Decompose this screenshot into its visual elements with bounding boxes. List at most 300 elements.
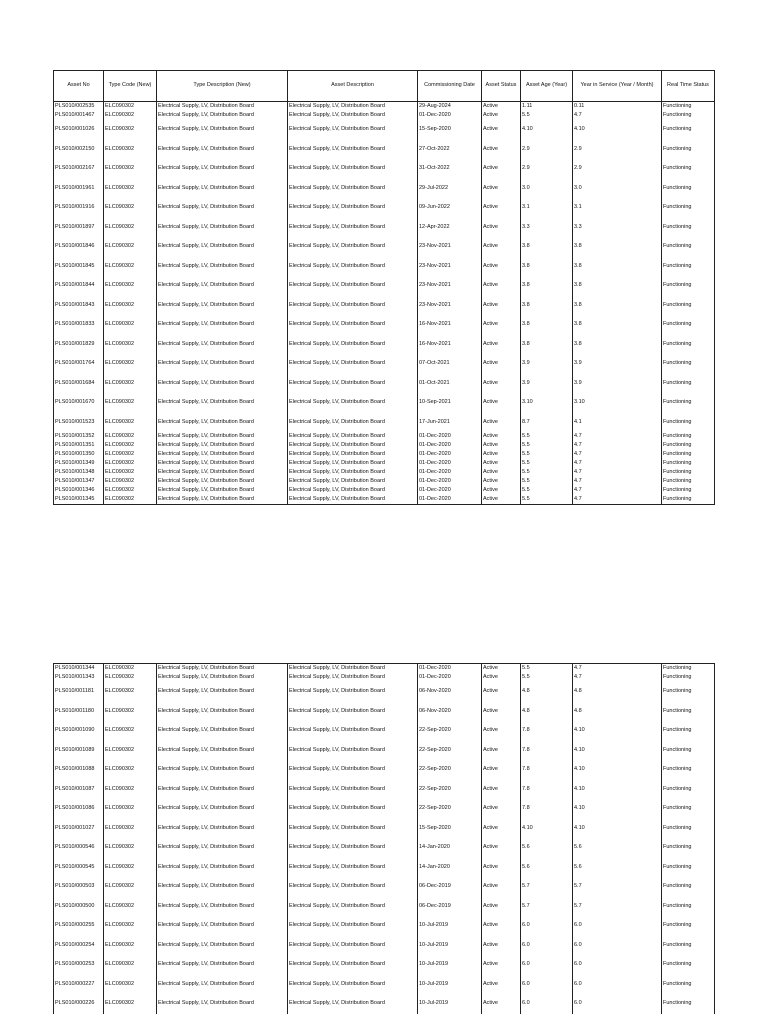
- cell-asset-description: Electrical Supply, LV, Distribution Board: [288, 237, 418, 257]
- cell-type-code: ELC090302: [104, 102, 157, 112]
- cell-real-time-status: Functioning: [662, 682, 715, 702]
- cell-asset-age: 5.5: [521, 450, 573, 459]
- cell-real-time-status: Functioning: [662, 450, 715, 459]
- cell-type-code: ELC090302: [104, 335, 157, 355]
- table-row: [54, 799, 715, 819]
- cell-asset-description: Electrical Supply, LV, Distribution Board: [288, 477, 418, 486]
- cell-asset-age: 3.8: [521, 315, 573, 335]
- cell-asset-age: 6.0: [521, 936, 573, 956]
- table-row: [54, 477, 715, 486]
- cell-type-description: Electrical Supply, LV, Distribution Board: [157, 179, 288, 199]
- cell-type-description: Electrical Supply, LV, Distribution Board: [157, 198, 288, 218]
- cell-asset-no: PLS010/000545: [54, 858, 104, 878]
- cell-asset-status: Active: [482, 955, 521, 975]
- cell-type-description: Electrical Supply, LV, Distribution Board: [157, 296, 288, 316]
- cell-asset-status: Active: [482, 354, 521, 374]
- cell-type-description: Electrical Supply, LV, Distribution Board: [157, 468, 288, 477]
- cell-type-description: Electrical Supply, LV, Distribution Board: [157, 276, 288, 296]
- cell-year-in-service: 3.3: [573, 218, 662, 238]
- cell-asset-age: 3.1: [521, 198, 573, 218]
- cell-asset-status: Active: [482, 237, 521, 257]
- cell-asset-no: PLS010/001764: [54, 354, 104, 374]
- cell-type-description: Electrical Supply, LV, Distribution Board: [157, 916, 288, 936]
- cell-type-description: Electrical Supply, LV, Distribution Board: [157, 459, 288, 468]
- cell-asset-description: Electrical Supply, LV, Distribution Board: [288, 495, 418, 505]
- cell-type-description: Electrical Supply, LV, Distribution Board: [157, 159, 288, 179]
- table-row: [54, 760, 715, 780]
- cell-asset-no: PLS010/001345: [54, 495, 104, 505]
- cell-asset-status: Active: [482, 111, 521, 120]
- table-row: [54, 102, 715, 112]
- cell-year-in-service: 4.10: [573, 741, 662, 761]
- cell-asset-description: Electrical Supply, LV, Distribution Board: [288, 741, 418, 761]
- cell-asset-age: 5.5: [521, 664, 573, 674]
- cell-asset-age: 6.0: [521, 975, 573, 995]
- cell-asset-description: Electrical Supply, LV, Distribution Board: [288, 335, 418, 355]
- cell-commissioning-date: 01-Dec-2020: [418, 673, 482, 682]
- cell-real-time-status: Functioning: [662, 179, 715, 199]
- cell-type-description: Electrical Supply, LV, Distribution Board: [157, 432, 288, 441]
- cell-asset-age: 4.10: [521, 819, 573, 839]
- column-header-type-code: Type Code (New): [104, 71, 157, 102]
- cell-year-in-service: 5.6: [573, 838, 662, 858]
- cell-asset-status: Active: [482, 486, 521, 495]
- cell-year-in-service: 3.8: [573, 315, 662, 335]
- cell-commissioning-date: 23-Nov-2021: [418, 276, 482, 296]
- cell-type-code: ELC090302: [104, 257, 157, 277]
- cell-asset-no: PLS010/001346: [54, 486, 104, 495]
- cell-asset-age: 7.8: [521, 760, 573, 780]
- cell-asset-no: PLS010/001027: [54, 819, 104, 839]
- cell-type-code: ELC090302: [104, 877, 157, 897]
- cell-asset-age: 5.6: [521, 838, 573, 858]
- cell-type-description: Electrical Supply, LV, Distribution Board: [157, 218, 288, 238]
- cell-year-in-service: 4.7: [573, 468, 662, 477]
- cell-asset-age: 4.10: [521, 120, 573, 140]
- cell-asset-age: 5.5: [521, 673, 573, 682]
- cell-asset-status: Active: [482, 198, 521, 218]
- cell-commissioning-date: 01-Dec-2020: [418, 450, 482, 459]
- cell-asset-description: Electrical Supply, LV, Distribution Board: [288, 111, 418, 120]
- cell-commissioning-date: 31-Oct-2022: [418, 159, 482, 179]
- cell-real-time-status: Functioning: [662, 374, 715, 394]
- table-row: [54, 140, 715, 160]
- cell-type-code: ELC090302: [104, 936, 157, 956]
- cell-commissioning-date: 14-Jan-2020: [418, 838, 482, 858]
- cell-asset-status: Active: [482, 477, 521, 486]
- cell-type-description: Electrical Supply, LV, Distribution Board: [157, 354, 288, 374]
- cell-real-time-status: Functioning: [662, 819, 715, 839]
- table-row: [54, 858, 715, 878]
- table-row: [54, 975, 715, 995]
- cell-asset-status: Active: [482, 780, 521, 800]
- cell-asset-description: Electrical Supply, LV, Distribution Board: [288, 218, 418, 238]
- cell-type-code: ELC090302: [104, 721, 157, 741]
- cell-asset-no: PLS010/000546: [54, 838, 104, 858]
- table-row: [54, 741, 715, 761]
- cell-asset-no: PLS010/000253: [54, 955, 104, 975]
- cell-asset-status: Active: [482, 335, 521, 355]
- cell-asset-age: 3.8: [521, 335, 573, 355]
- cell-asset-status: Active: [482, 218, 521, 238]
- asset-table-body-page-1: [54, 102, 715, 505]
- table-row: [54, 664, 715, 674]
- table-row: [54, 702, 715, 722]
- cell-type-code: ELC090302: [104, 838, 157, 858]
- cell-commissioning-date: 01-Dec-2020: [418, 477, 482, 486]
- cell-commissioning-date: 29-Aug-2024: [418, 102, 482, 112]
- cell-real-time-status: Functioning: [662, 486, 715, 495]
- cell-asset-no: PLS010/000254: [54, 936, 104, 956]
- table-row: [54, 877, 715, 897]
- cell-type-code: ELC090302: [104, 276, 157, 296]
- cell-year-in-service: 4.1: [573, 413, 662, 433]
- cell-asset-description: Electrical Supply, LV, Distribution Board: [288, 760, 418, 780]
- cell-year-in-service: 4.10: [573, 760, 662, 780]
- cell-year-in-service: 3.10: [573, 393, 662, 413]
- cell-type-code: ELC090302: [104, 955, 157, 975]
- cell-real-time-status: Functioning: [662, 335, 715, 355]
- cell-commissioning-date: 23-Nov-2021: [418, 296, 482, 316]
- cell-commissioning-date: 01-Oct-2021: [418, 374, 482, 394]
- cell-real-time-status: Functioning: [662, 664, 715, 674]
- cell-asset-description: Electrical Supply, LV, Distribution Board: [288, 432, 418, 441]
- cell-year-in-service: 3.8: [573, 335, 662, 355]
- table-row: [54, 486, 715, 495]
- cell-asset-no: PLS010/002150: [54, 140, 104, 160]
- cell-commissioning-date: 16-Nov-2021: [418, 335, 482, 355]
- cell-asset-status: Active: [482, 276, 521, 296]
- cell-asset-no: PLS010/001352: [54, 432, 104, 441]
- cell-asset-age: 3.9: [521, 354, 573, 374]
- cell-asset-age: 3.8: [521, 237, 573, 257]
- cell-asset-age: 5.6: [521, 858, 573, 878]
- cell-real-time-status: Functioning: [662, 237, 715, 257]
- cell-type-code: ELC090302: [104, 468, 157, 477]
- table-row: [54, 237, 715, 257]
- cell-real-time-status: Functioning: [662, 877, 715, 897]
- cell-asset-no: PLS010/001181: [54, 682, 104, 702]
- table-row: [54, 897, 715, 917]
- table-row: [54, 276, 715, 296]
- cell-asset-description: Electrical Supply, LV, Distribution Board: [288, 315, 418, 335]
- cell-commissioning-date: 22-Sep-2020: [418, 721, 482, 741]
- cell-type-description: Electrical Supply, LV, Distribution Board: [157, 858, 288, 878]
- cell-year-in-service: 4.7: [573, 486, 662, 495]
- cell-commissioning-date: 01-Dec-2020: [418, 111, 482, 120]
- cell-year-in-service: 6.0: [573, 916, 662, 936]
- cell-asset-age: 4.8: [521, 702, 573, 722]
- cell-asset-status: Active: [482, 819, 521, 839]
- cell-type-description: Electrical Supply, LV, Distribution Board: [157, 450, 288, 459]
- cell-asset-age: 7.8: [521, 780, 573, 800]
- cell-real-time-status: Functioning: [662, 159, 715, 179]
- cell-type-description: Electrical Supply, LV, Distribution Board: [157, 374, 288, 394]
- cell-type-code: ELC090302: [104, 140, 157, 160]
- cell-asset-age: 3.3: [521, 218, 573, 238]
- cell-asset-description: Electrical Supply, LV, Distribution Board: [288, 819, 418, 839]
- cell-type-description: Electrical Supply, LV, Distribution Board: [157, 955, 288, 975]
- cell-type-description: Electrical Supply, LV, Distribution Board: [157, 877, 288, 897]
- cell-real-time-status: Functioning: [662, 296, 715, 316]
- cell-asset-no: PLS010/001846: [54, 237, 104, 257]
- cell-commissioning-date: 29-Jul-2022: [418, 179, 482, 199]
- cell-commissioning-date: 15-Sep-2020: [418, 819, 482, 839]
- cell-asset-description: Electrical Supply, LV, Distribution Board: [288, 459, 418, 468]
- cell-commissioning-date: 06-Dec-2019: [418, 897, 482, 917]
- cell-asset-no: PLS010/001180: [54, 702, 104, 722]
- cell-asset-status: Active: [482, 441, 521, 450]
- cell-year-in-service: 6.0: [573, 955, 662, 975]
- table-row: [54, 296, 715, 316]
- cell-type-description: Electrical Supply, LV, Distribution Board: [157, 994, 288, 1014]
- cell-asset-status: Active: [482, 159, 521, 179]
- cell-type-code: ELC090302: [104, 179, 157, 199]
- cell-asset-status: Active: [482, 858, 521, 878]
- cell-type-code: ELC090302: [104, 741, 157, 761]
- cell-year-in-service: 3.8: [573, 276, 662, 296]
- cell-asset-description: Electrical Supply, LV, Distribution Board: [288, 354, 418, 374]
- cell-commissioning-date: 22-Sep-2020: [418, 799, 482, 819]
- cell-real-time-status: Functioning: [662, 120, 715, 140]
- cell-year-in-service: 3.8: [573, 237, 662, 257]
- cell-asset-no: PLS010/001829: [54, 335, 104, 355]
- cell-asset-age: 8.7: [521, 413, 573, 433]
- cell-asset-no: PLS010/002535: [54, 102, 104, 112]
- cell-type-code: ELC090302: [104, 237, 157, 257]
- cell-asset-description: Electrical Supply, LV, Distribution Board: [288, 140, 418, 160]
- table-row: [54, 450, 715, 459]
- column-header-asset-no: Asset No: [54, 71, 104, 102]
- cell-asset-no: PLS010/001026: [54, 120, 104, 140]
- cell-asset-no: PLS010/001090: [54, 721, 104, 741]
- cell-year-in-service: 4.10: [573, 780, 662, 800]
- cell-type-code: ELC090302: [104, 682, 157, 702]
- cell-asset-no: PLS010/002167: [54, 159, 104, 179]
- cell-asset-description: Electrical Supply, LV, Distribution Board: [288, 276, 418, 296]
- cell-year-in-service: 4.7: [573, 450, 662, 459]
- table-row: [54, 468, 715, 477]
- cell-type-code: ELC090302: [104, 819, 157, 839]
- cell-year-in-service: 3.1: [573, 198, 662, 218]
- cell-asset-age: 5.5: [521, 477, 573, 486]
- cell-real-time-status: Functioning: [662, 276, 715, 296]
- cell-asset-description: Electrical Supply, LV, Distribution Board: [288, 682, 418, 702]
- cell-year-in-service: 6.0: [573, 994, 662, 1014]
- cell-real-time-status: Functioning: [662, 780, 715, 800]
- cell-type-code: ELC090302: [104, 975, 157, 995]
- asset-table-page-2: [53, 663, 715, 1014]
- cell-asset-no: PLS010/001086: [54, 799, 104, 819]
- cell-asset-status: Active: [482, 495, 521, 505]
- cell-type-description: Electrical Supply, LV, Distribution Board: [157, 486, 288, 495]
- cell-type-description: Electrical Supply, LV, Distribution Board: [157, 741, 288, 761]
- cell-asset-age: 6.0: [521, 916, 573, 936]
- cell-asset-status: Active: [482, 102, 521, 112]
- asset-table-page-1: [53, 70, 715, 505]
- cell-asset-no: PLS010/001088: [54, 760, 104, 780]
- cell-real-time-status: Functioning: [662, 799, 715, 819]
- cell-asset-description: Electrical Supply, LV, Distribution Board: [288, 374, 418, 394]
- cell-asset-no: PLS010/001348: [54, 468, 104, 477]
- cell-real-time-status: Functioning: [662, 354, 715, 374]
- cell-real-time-status: Functioning: [662, 432, 715, 441]
- cell-asset-description: Electrical Supply, LV, Distribution Board: [288, 198, 418, 218]
- cell-type-description: Electrical Supply, LV, Distribution Board: [157, 936, 288, 956]
- cell-asset-description: Electrical Supply, LV, Distribution Board: [288, 468, 418, 477]
- cell-asset-age: 6.0: [521, 994, 573, 1014]
- table-row: [54, 819, 715, 839]
- column-header-real-time-status: Real Time Status: [662, 71, 715, 102]
- cell-asset-no: PLS010/001087: [54, 780, 104, 800]
- cell-year-in-service: 5.6: [573, 858, 662, 878]
- cell-real-time-status: Functioning: [662, 459, 715, 468]
- cell-type-description: Electrical Supply, LV, Distribution Board: [157, 682, 288, 702]
- cell-year-in-service: 0.11: [573, 102, 662, 112]
- cell-commissioning-date: 10-Jul-2019: [418, 916, 482, 936]
- cell-asset-status: Active: [482, 432, 521, 441]
- cell-asset-description: Electrical Supply, LV, Distribution Board: [288, 936, 418, 956]
- cell-asset-description: Electrical Supply, LV, Distribution Board: [288, 450, 418, 459]
- cell-asset-no: PLS010/001349: [54, 459, 104, 468]
- cell-asset-status: Active: [482, 760, 521, 780]
- cell-asset-no: PLS010/001897: [54, 218, 104, 238]
- cell-asset-no: PLS010/001961: [54, 179, 104, 199]
- cell-type-description: Electrical Supply, LV, Distribution Board: [157, 111, 288, 120]
- cell-asset-age: 7.8: [521, 741, 573, 761]
- cell-asset-age: 5.5: [521, 495, 573, 505]
- cell-asset-no: PLS010/001833: [54, 315, 104, 335]
- cell-asset-description: Electrical Supply, LV, Distribution Board: [288, 179, 418, 199]
- cell-year-in-service: 4.8: [573, 702, 662, 722]
- cell-commissioning-date: 09-Jun-2022: [418, 198, 482, 218]
- cell-type-code: ELC090302: [104, 760, 157, 780]
- cell-real-time-status: Functioning: [662, 495, 715, 505]
- cell-asset-age: 7.8: [521, 721, 573, 741]
- cell-asset-description: Electrical Supply, LV, Distribution Board: [288, 102, 418, 112]
- asset-table-body-page-2: [54, 664, 715, 1014]
- cell-asset-no: PLS010/000227: [54, 975, 104, 995]
- column-header-asset-description: Asset Description: [288, 71, 418, 102]
- cell-type-code: ELC090302: [104, 441, 157, 450]
- cell-asset-description: Electrical Supply, LV, Distribution Board: [288, 257, 418, 277]
- cell-asset-no: PLS010/001670: [54, 393, 104, 413]
- cell-real-time-status: Functioning: [662, 315, 715, 335]
- cell-type-description: Electrical Supply, LV, Distribution Board: [157, 897, 288, 917]
- cell-asset-age: 7.8: [521, 799, 573, 819]
- cell-commissioning-date: 12-Apr-2022: [418, 218, 482, 238]
- cell-asset-status: Active: [482, 664, 521, 674]
- cell-type-description: Electrical Supply, LV, Distribution Board: [157, 760, 288, 780]
- cell-asset-age: 5.5: [521, 486, 573, 495]
- cell-asset-status: Active: [482, 315, 521, 335]
- table-row: [54, 432, 715, 441]
- cell-type-code: ELC090302: [104, 374, 157, 394]
- cell-asset-age: 5.5: [521, 468, 573, 477]
- cell-real-time-status: Functioning: [662, 721, 715, 741]
- cell-type-code: ELC090302: [104, 858, 157, 878]
- cell-commissioning-date: 10-Sep-2021: [418, 393, 482, 413]
- cell-asset-description: Electrical Supply, LV, Distribution Board: [288, 897, 418, 917]
- cell-commissioning-date: 06-Nov-2020: [418, 682, 482, 702]
- cell-asset-status: Active: [482, 413, 521, 433]
- cell-year-in-service: 3.0: [573, 179, 662, 199]
- cell-asset-no: PLS010/001844: [54, 276, 104, 296]
- cell-type-code: ELC090302: [104, 198, 157, 218]
- cell-asset-age: 5.5: [521, 459, 573, 468]
- cell-type-description: Electrical Supply, LV, Distribution Board: [157, 799, 288, 819]
- cell-asset-description: Electrical Supply, LV, Distribution Board: [288, 673, 418, 682]
- cell-asset-status: Active: [482, 140, 521, 160]
- cell-commissioning-date: 22-Sep-2020: [418, 741, 482, 761]
- cell-real-time-status: Functioning: [662, 140, 715, 160]
- cell-asset-age: 1.11: [521, 102, 573, 112]
- cell-type-description: Electrical Supply, LV, Distribution Board: [157, 495, 288, 505]
- cell-real-time-status: Functioning: [662, 936, 715, 956]
- cell-year-in-service: 4.7: [573, 664, 662, 674]
- cell-type-code: ELC090302: [104, 354, 157, 374]
- cell-year-in-service: 4.7: [573, 673, 662, 682]
- cell-asset-no: PLS010/000503: [54, 877, 104, 897]
- cell-asset-status: Active: [482, 120, 521, 140]
- cell-real-time-status: Functioning: [662, 955, 715, 975]
- cell-type-code: ELC090302: [104, 450, 157, 459]
- cell-real-time-status: Functioning: [662, 994, 715, 1014]
- cell-asset-status: Active: [482, 296, 521, 316]
- cell-asset-age: 3.9: [521, 374, 573, 394]
- cell-type-code: ELC090302: [104, 702, 157, 722]
- cell-type-description: Electrical Supply, LV, Distribution Board: [157, 780, 288, 800]
- cell-year-in-service: 3.8: [573, 257, 662, 277]
- cell-asset-status: Active: [482, 702, 521, 722]
- column-header-asset-age: Asset Age (Year): [521, 71, 573, 102]
- cell-type-description: Electrical Supply, LV, Distribution Board: [157, 257, 288, 277]
- cell-type-description: Electrical Supply, LV, Distribution Board: [157, 702, 288, 722]
- cell-asset-status: Active: [482, 897, 521, 917]
- cell-asset-status: Active: [482, 468, 521, 477]
- cell-commissioning-date: 01-Dec-2020: [418, 486, 482, 495]
- cell-real-time-status: Functioning: [662, 760, 715, 780]
- cell-type-description: Electrical Supply, LV, Distribution Board: [157, 673, 288, 682]
- table-row: [54, 441, 715, 450]
- cell-asset-description: Electrical Supply, LV, Distribution Board: [288, 838, 418, 858]
- table-row: [54, 218, 715, 238]
- cell-asset-description: Electrical Supply, LV, Distribution Board: [288, 120, 418, 140]
- cell-asset-no: PLS010/000500: [54, 897, 104, 917]
- cell-type-code: ELC090302: [104, 413, 157, 433]
- cell-commissioning-date: 06-Dec-2019: [418, 877, 482, 897]
- cell-asset-no: PLS010/001350: [54, 450, 104, 459]
- cell-asset-age: 6.0: [521, 955, 573, 975]
- cell-type-code: ELC090302: [104, 159, 157, 179]
- cell-year-in-service: 2.9: [573, 159, 662, 179]
- cell-asset-age: 5.5: [521, 111, 573, 120]
- cell-commissioning-date: 17-Jun-2021: [418, 413, 482, 433]
- cell-real-time-status: Functioning: [662, 111, 715, 120]
- cell-year-in-service: 4.7: [573, 495, 662, 505]
- cell-real-time-status: Functioning: [662, 477, 715, 486]
- cell-asset-status: Active: [482, 741, 521, 761]
- cell-commissioning-date: 23-Nov-2021: [418, 237, 482, 257]
- cell-asset-no: PLS010/001845: [54, 257, 104, 277]
- cell-type-code: ELC090302: [104, 393, 157, 413]
- cell-year-in-service: 4.10: [573, 819, 662, 839]
- cell-asset-description: Electrical Supply, LV, Distribution Board: [288, 994, 418, 1014]
- cell-real-time-status: Functioning: [662, 673, 715, 682]
- cell-commissioning-date: 22-Sep-2020: [418, 780, 482, 800]
- cell-type-description: Electrical Supply, LV, Distribution Board: [157, 838, 288, 858]
- cell-real-time-status: Functioning: [662, 858, 715, 878]
